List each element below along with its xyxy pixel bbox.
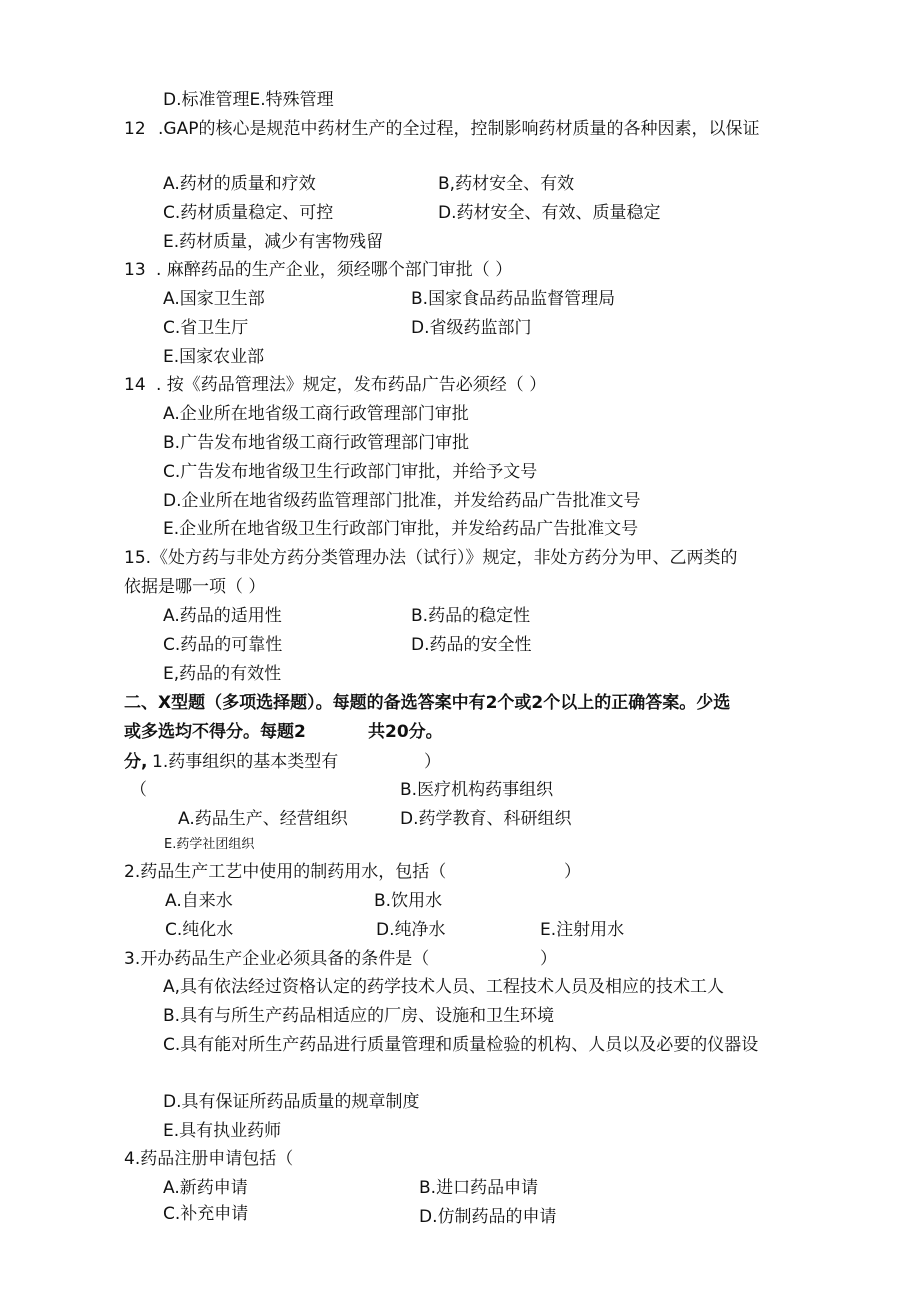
option-c: C.药材质量稳定、可控 <box>163 203 334 223</box>
option-a: A.药材的质量和疗效 <box>163 174 316 194</box>
option-b: B.药品的稳定性 <box>411 606 531 626</box>
option-b: B.国家食品药品监督管理局 <box>411 289 616 309</box>
option-b: B.具有与所生产药品相适应的厂房、设施和卫生环境 <box>163 1006 555 1026</box>
option-c: C.补充申请 <box>163 1204 249 1224</box>
option-e: E.注射用水 <box>540 920 625 940</box>
option-d: D.药学教育、科研组织 <box>400 809 572 829</box>
option-a: A,具有依法经过资格认定的药学技术人员、工程技术人员及相应的技术工人 <box>163 977 725 997</box>
question-text: 1.药事组织的基本类型有 <box>152 752 339 772</box>
option-b: B.进口药品申请 <box>419 1178 539 1198</box>
question-number: 13 <box>124 260 146 280</box>
option-e: E.药材质量，减少有害物残留 <box>163 232 384 252</box>
option-d: D.省级药监部门 <box>411 318 532 338</box>
section-heading-cont: 或多选均不得分。每题2 <box>124 722 306 742</box>
option-a: A.自来水 <box>165 891 233 911</box>
option-a: A.国家卫生部 <box>163 289 265 309</box>
option-d: D.具有保证所药品质量的规章制度 <box>163 1092 420 1112</box>
question-text: 4.药品注册申请包括（ <box>124 1149 294 1169</box>
option-c: C.具有能对所生产药品进行质量管理和质量检验的机构、人员以及必要的仪器设 <box>163 1035 759 1055</box>
option-a: A.企业所在地省级工商行政管理部门审批 <box>163 404 469 424</box>
section-heading: 二、X型题（多项选择题）。每题的备选答案中有2个或2个以上的正确答案。少选 <box>124 693 731 713</box>
option-c: C.纯化水 <box>165 920 234 940</box>
option-e: E.药学社团组织 <box>164 837 255 852</box>
option-a: A.新药申请 <box>163 1178 248 1198</box>
option-d: D.仿制药品的申请 <box>419 1207 557 1227</box>
paren-close: ） <box>540 949 557 969</box>
option-b: B.医疗机构药事组织 <box>400 780 554 800</box>
option-b: B,药材安全、有效 <box>438 174 575 194</box>
option-e: E.国家农业部 <box>163 347 265 367</box>
option-c: C.省卫生厅 <box>163 318 249 338</box>
option-e: E.具有执业药师 <box>163 1121 282 1141</box>
option-d: D.企业所在地省级药监管理部门批准，并发给药品广告批准文号 <box>163 491 641 511</box>
question-text: 15.《处方药与非处方药分类管理办法（试行）》规定，非处方药分为甲、乙两类的 <box>124 548 738 568</box>
question-text: 3.开办药品生产企业必须具备的条件是（ <box>124 949 430 969</box>
question-text: .GAP的核心是规范中药材生产的全过程，控制影响药材质量的各种因素，以保证 <box>158 119 760 139</box>
question-number: 12 <box>124 119 146 139</box>
option-d: D.药品的安全性 <box>411 635 532 655</box>
question-text: . 按《药品管理法》规定，发布药品广告必须经（ ） <box>156 375 547 395</box>
option-d: D.药材安全、有效、质量稳定 <box>438 203 661 223</box>
option-c: C.广告发布地省级卫生行政部门审批，并给予文号 <box>163 462 538 482</box>
section-heading-cont: 共20分。 <box>368 722 443 742</box>
question-number: 14 <box>124 375 146 395</box>
option-e: E.企业所在地省级卫生行政部门审批，并发给药品广告批准文号 <box>163 519 639 539</box>
section-heading-cont: 分, <box>124 752 148 772</box>
option-b: B.广告发布地省级工商行政管理部门审批 <box>163 433 470 453</box>
option-a: A.药品生产、经营组织 <box>178 809 348 829</box>
question-text-cont: 依据是哪一项（ ） <box>124 577 266 597</box>
question-text: . 麻醉药品的生产企业，须经哪个部门审批（ ） <box>156 260 513 280</box>
option-c: C.药品的可靠性 <box>163 635 283 655</box>
question-text: 2.药品生产工艺中使用的制药用水，包括（ <box>124 862 447 882</box>
option-e: E,药品的有效性 <box>163 664 282 684</box>
option-line: D.标准管理E.特殊管理 <box>163 90 334 110</box>
option-a: A.药品的适用性 <box>163 606 282 626</box>
paren-close: ） <box>564 862 581 882</box>
paren-close: ） <box>424 752 441 772</box>
paren-open: （ <box>130 780 147 800</box>
option-b: B.饮用水 <box>374 891 443 911</box>
option-d: D.纯净水 <box>376 920 446 940</box>
